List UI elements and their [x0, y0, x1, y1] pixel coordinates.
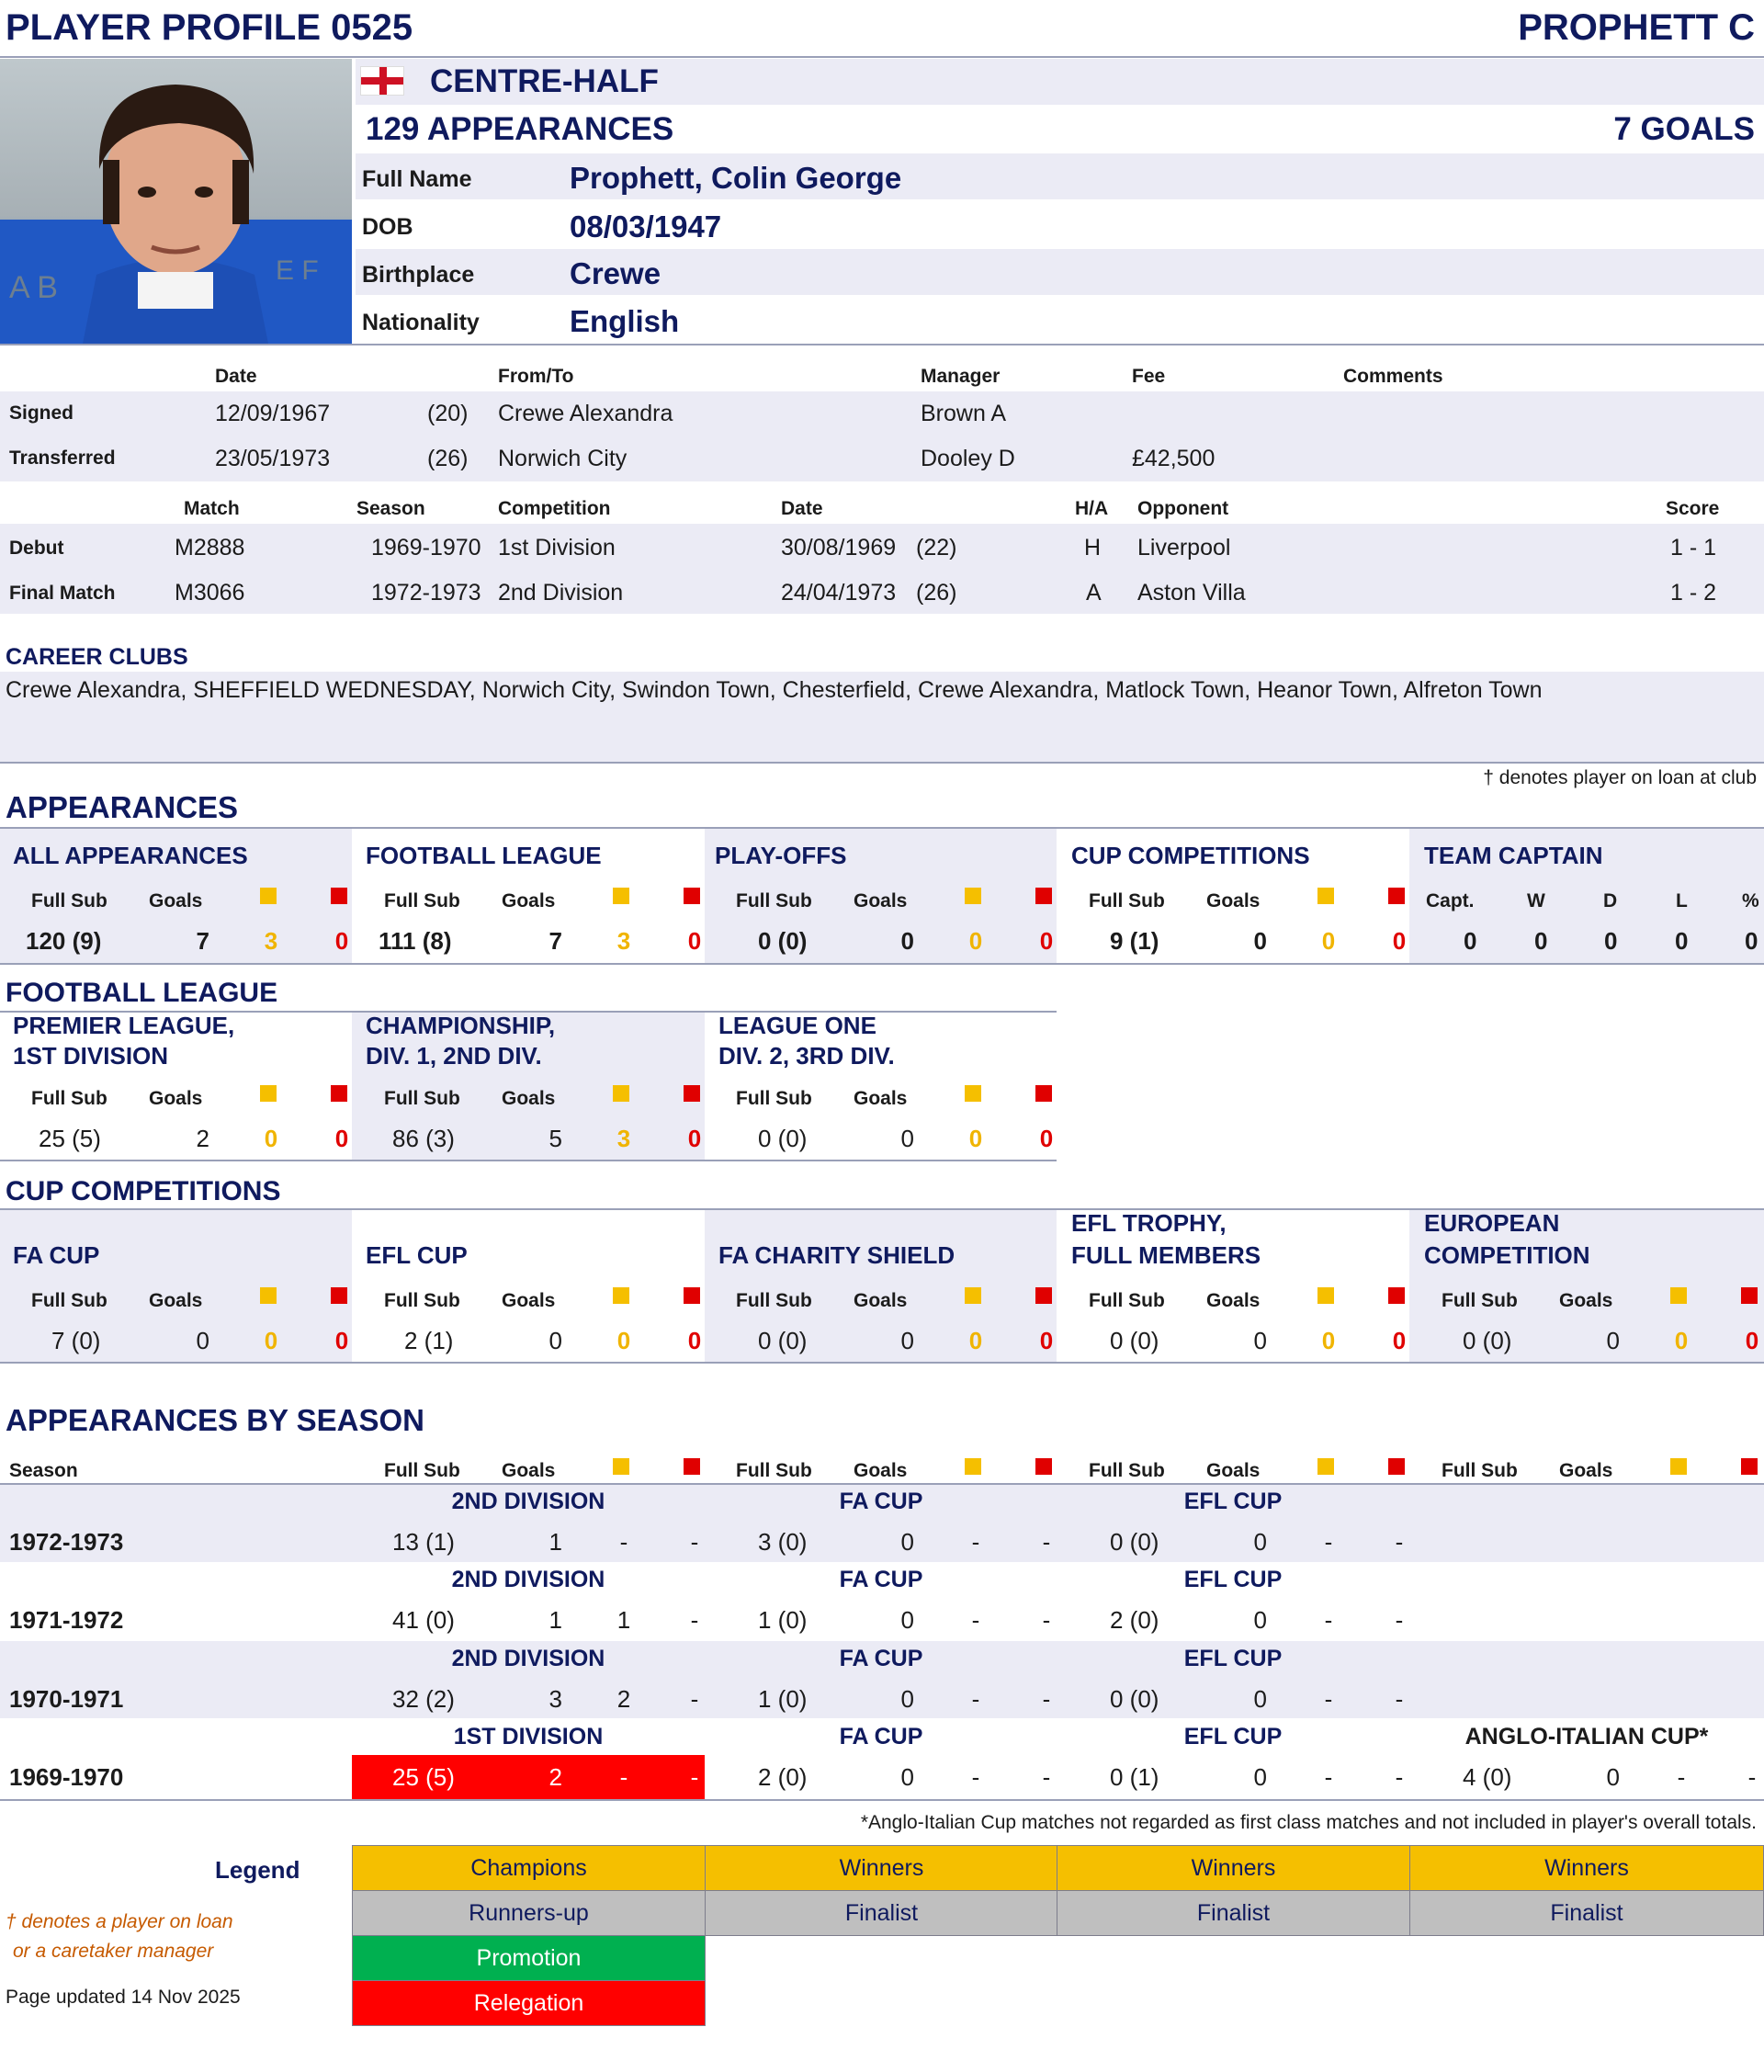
season-apps: 0 (0)	[1110, 1528, 1159, 1556]
pl-title-2: 1ST DIVISION	[13, 1042, 169, 1070]
season-apps: 1 (0)	[758, 1606, 808, 1634]
capt-pct: 0	[1745, 927, 1758, 955]
final-competition: 2nd Division	[498, 580, 624, 606]
label-full-sub: Full Sub	[384, 890, 460, 911]
fl-red: 0	[687, 927, 702, 955]
champ-title-2: DIV. 1, 2ND DIV.	[366, 1042, 542, 1070]
season-goals: 2	[548, 1763, 562, 1791]
season-comp-name: 1ST DIVISION	[453, 1724, 604, 1749]
player-photo	[0, 59, 352, 344]
label-full-sub: Full Sub	[31, 1290, 107, 1311]
yellow-card-icon	[1317, 1458, 1334, 1475]
efl-cup-goals: 0	[548, 1327, 562, 1354]
po-red: 0	[1039, 927, 1054, 955]
season-goals: 0	[900, 1763, 914, 1791]
col-manager: Manager	[921, 366, 1001, 387]
debut-date: 30/08/1969	[781, 535, 897, 560]
final-age: (26)	[916, 580, 957, 606]
pl-yellow: 0	[264, 1125, 278, 1152]
yellow-card-icon	[965, 888, 981, 904]
col-competition: Competition	[498, 498, 611, 519]
season-comp-name: 2ND DIVISION	[451, 1646, 605, 1671]
play-offs-title: PLAY-OFFS	[715, 842, 847, 869]
anglo-italian-footnote: *Anglo-Italian Cup matches not regarded as first class matches and not included in player's overall totals.	[860, 1812, 1757, 1833]
col-ha: H/A	[1075, 498, 1109, 519]
legend-champions: Champions	[352, 1845, 706, 1891]
svg-text:E F: E F	[276, 255, 319, 286]
by-season-title: APPEARANCES BY SEASON	[6, 1403, 424, 1437]
transferred-label: Transferred	[9, 447, 116, 469]
label-goals: Goals	[854, 1088, 908, 1109]
legend-title: Legend	[215, 1856, 300, 1884]
season-red: -	[1042, 1528, 1051, 1556]
all-apps: 120 (9)	[26, 927, 102, 955]
champ-apps: 86 (3)	[392, 1125, 455, 1152]
debut-opponent: Liverpool	[1137, 535, 1231, 560]
final-ha: A	[1086, 580, 1102, 606]
yellow-card-icon	[965, 1458, 981, 1475]
col-fee: Fee	[1132, 366, 1166, 387]
full-name-label: Full Name	[362, 166, 472, 192]
season-red: -	[1395, 1763, 1404, 1791]
season-goals: 0	[900, 1528, 914, 1556]
pl-goals: 2	[196, 1125, 209, 1152]
label-goals: Goals	[1206, 890, 1261, 911]
debut-label: Debut	[9, 538, 64, 559]
efl-cup-title: EFL CUP	[366, 1241, 468, 1269]
shield-apps: 0 (0)	[758, 1327, 808, 1354]
season-label: 1972-1973	[9, 1528, 124, 1556]
season-yellow: -	[1324, 1685, 1333, 1713]
l1-goals: 0	[900, 1125, 914, 1152]
season-red: -	[1395, 1528, 1404, 1556]
red-card-icon	[684, 1085, 700, 1102]
season-goals: 0	[900, 1685, 914, 1713]
season-label: 1969-1970	[9, 1763, 124, 1791]
legend-promotion: Promotion	[352, 1935, 706, 1981]
final-season: 1972-1973	[371, 580, 481, 606]
legend-winners: Winners	[1409, 1845, 1764, 1891]
shield-goals: 0	[900, 1327, 914, 1354]
l1-yellow: 0	[968, 1125, 983, 1152]
dob-value: 08/03/1947	[570, 209, 722, 243]
season-apps: 25 (5)	[392, 1763, 455, 1791]
red-card-icon	[1388, 1287, 1405, 1304]
trophy-apps: 0 (0)	[1110, 1327, 1159, 1354]
season-apps: 2 (0)	[1110, 1606, 1159, 1634]
label-d: D	[1603, 890, 1618, 911]
fl-apps: 111 (8)	[379, 927, 452, 955]
season-goals: 1	[548, 1606, 562, 1634]
label-full-sub: Full Sub	[1089, 1460, 1165, 1481]
yellow-card-icon	[1317, 888, 1334, 904]
l1-title-2: DIV. 2, 3RD DIV.	[718, 1042, 895, 1070]
all-appearances-title: ALL APPEARANCES	[13, 842, 248, 869]
season-goals: 0	[1253, 1528, 1267, 1556]
legend-loan-note-1: † denotes a player on loan	[6, 1911, 233, 1932]
season-goals: 3	[548, 1685, 562, 1713]
red-card-icon	[1388, 1458, 1405, 1475]
season-comp-name: 2ND DIVISION	[451, 1567, 605, 1592]
label-full-sub: Full Sub	[736, 1088, 812, 1109]
po-apps: 0 (0)	[758, 927, 808, 955]
champ-goals: 5	[548, 1125, 562, 1152]
career-clubs-title: CAREER CLUBS	[6, 644, 188, 670]
signed-age: (20)	[427, 401, 469, 426]
season-comp-name: FA CUP	[839, 1646, 923, 1671]
season-yellow: 2	[616, 1685, 631, 1713]
loan-note: † denotes player on loan at club	[1483, 767, 1757, 788]
season-goals: 0	[1253, 1606, 1267, 1634]
season-yellow: -	[1324, 1528, 1333, 1556]
season-yellow: -	[971, 1528, 980, 1556]
legend-winners: Winners	[705, 1845, 1058, 1891]
red-card-icon	[331, 1085, 347, 1102]
career-clubs-list: Crewe Alexandra, SHEFFIELD WEDNESDAY, Norwich City, Swindon Town, Chesterfield, Crewe Alexandra, Matlock Town, Heanor Town, Alfreton Town	[6, 677, 1543, 703]
champ-title-1: CHAMPIONSHIP,	[366, 1012, 556, 1039]
red-card-icon	[1741, 1287, 1758, 1304]
final-score: 1 - 2	[1670, 580, 1717, 606]
efl-trophy-title-1: EFL TROPHY,	[1071, 1209, 1227, 1237]
col-match: Match	[184, 498, 240, 519]
label-goals: Goals	[502, 1460, 556, 1481]
red-card-icon	[1035, 1085, 1052, 1102]
efl-trophy-title-2: FULL MEMBERS	[1071, 1241, 1261, 1269]
season-apps: 3 (0)	[758, 1528, 808, 1556]
label-goals: Goals	[854, 890, 908, 911]
page-title: PLAYER PROFILE 0525	[6, 7, 413, 48]
cup-apps: 9 (1)	[1110, 927, 1159, 955]
label-goals: Goals	[854, 1290, 908, 1311]
season-yellow: -	[619, 1763, 628, 1791]
season-red: -	[690, 1763, 699, 1791]
legend-finalist: Finalist	[1409, 1890, 1764, 1936]
appearances-title: APPEARANCES	[6, 790, 239, 824]
season-yellow: -	[971, 1685, 980, 1713]
transfer-fee: £42,500	[1132, 446, 1216, 471]
efl-cup-red: 0	[687, 1327, 702, 1354]
svg-text:A B: A B	[9, 270, 58, 305]
season-comp-name: EFL CUP	[1183, 1567, 1283, 1592]
season-red: -	[1395, 1606, 1404, 1634]
all-yellow: 3	[264, 927, 278, 955]
cup-yellow: 0	[1321, 927, 1336, 955]
label-goals: Goals	[1559, 1290, 1613, 1311]
label-pct: %	[1742, 890, 1759, 911]
season-red: -	[690, 1685, 699, 1713]
fa-cup-goals: 0	[196, 1327, 209, 1354]
final-match: M3066	[175, 580, 245, 606]
l1-red: 0	[1039, 1125, 1054, 1152]
season-yellow: -	[619, 1528, 628, 1556]
season-apps: 41 (0)	[392, 1606, 455, 1634]
signed-date: 12/09/1967	[215, 401, 331, 426]
season-red: -	[690, 1606, 699, 1634]
legend-relegation: Relegation	[352, 1980, 706, 2026]
shield-red: 0	[1039, 1327, 1054, 1354]
champ-red: 0	[687, 1125, 702, 1152]
label-goals: Goals	[1206, 1460, 1261, 1481]
label-goals: Goals	[502, 1088, 556, 1109]
col-opponent: Opponent	[1137, 498, 1229, 519]
season-yellow: -	[971, 1763, 980, 1791]
season-goals: 0	[1253, 1763, 1267, 1791]
season-comp-name: EFL CUP	[1183, 1646, 1283, 1671]
total-appearances: 129 APPEARANCES	[366, 111, 674, 147]
nationality-label: Nationality	[362, 310, 480, 335]
european-title-2: COMPETITION	[1424, 1241, 1590, 1269]
birthplace-value: Crewe	[570, 256, 662, 290]
season-comp-name: EFL CUP	[1183, 1724, 1283, 1749]
capt-w: 0	[1534, 927, 1548, 955]
season-apps: 0 (1)	[1110, 1763, 1159, 1791]
football-league-title: FOOTBALL LEAGUE	[6, 978, 278, 1008]
position: CENTRE-HALF	[430, 63, 659, 99]
total-goals: 7 GOALS	[1613, 111, 1755, 147]
season-red: -	[1395, 1685, 1404, 1713]
page-updated: Page updated 14 Nov 2025	[6, 1987, 241, 2008]
red-card-icon	[1741, 1458, 1758, 1475]
po-yellow: 0	[968, 927, 983, 955]
signed-club: Crewe Alexandra	[498, 401, 673, 426]
label-goals: Goals	[149, 1290, 203, 1311]
label-full-sub: Full Sub	[1442, 1290, 1518, 1311]
transferred-age: (26)	[427, 446, 469, 471]
label-goals: Goals	[149, 1088, 203, 1109]
red-card-icon	[684, 1287, 700, 1304]
dob-label: DOB	[362, 214, 413, 240]
debut-age: (22)	[916, 535, 957, 560]
fl-yellow: 3	[616, 927, 631, 955]
efl-cup-apps: 2 (1)	[404, 1327, 454, 1354]
euro-apps: 0 (0)	[1463, 1327, 1512, 1354]
debut-season: 1969-1970	[371, 535, 481, 560]
capt-value: 0	[1464, 927, 1477, 955]
season-comp-name: EFL CUP	[1183, 1489, 1283, 1514]
col-from-to: From/To	[498, 366, 574, 387]
cup-competitions-title: CUP COMPETITIONS	[6, 1176, 281, 1206]
label-full-sub: Full Sub	[1089, 1290, 1165, 1311]
col-season: Season	[356, 498, 425, 519]
final-date: 24/04/1973	[781, 580, 897, 606]
yellow-card-icon	[965, 1287, 981, 1304]
yellow-card-icon	[613, 1458, 629, 1475]
label-l: L	[1676, 890, 1688, 911]
yellow-card-icon	[1670, 1458, 1687, 1475]
debut-ha: H	[1084, 535, 1102, 560]
trophy-red: 0	[1392, 1327, 1407, 1354]
legend-loan-note-2: or a caretaker manager	[13, 1941, 214, 1962]
red-card-icon	[1035, 888, 1052, 904]
final-opponent: Aston Villa	[1137, 580, 1246, 606]
season-goals: 0	[1253, 1685, 1267, 1713]
season-comp-name: 2ND DIVISION	[451, 1489, 605, 1514]
season-apps: 4 (0)	[1463, 1763, 1512, 1791]
yellow-card-icon	[1670, 1287, 1687, 1304]
season-comp-name: FA CUP	[839, 1567, 923, 1592]
pl-apps: 25 (5)	[39, 1125, 101, 1152]
all-red: 0	[334, 927, 349, 955]
label-goals: Goals	[149, 890, 203, 911]
label-full-sub: Full Sub	[736, 890, 812, 911]
label-full-sub: Full Sub	[384, 1290, 460, 1311]
capt-d: 0	[1604, 927, 1618, 955]
champ-yellow: 3	[616, 1125, 631, 1152]
l1-apps: 0 (0)	[758, 1125, 808, 1152]
yellow-card-icon	[260, 1287, 277, 1304]
season-yellow: -	[1324, 1606, 1333, 1634]
label-capt: Capt.	[1426, 890, 1475, 911]
all-goals: 7	[196, 927, 209, 955]
col-score: Score	[1666, 498, 1720, 519]
debut-match: M2888	[175, 535, 245, 560]
season-red: -	[1747, 1763, 1757, 1791]
transferred-manager: Dooley D	[921, 446, 1015, 471]
season-comp-name: ANGLO-ITALIAN CUP*	[1464, 1724, 1709, 1749]
label-full-sub: Full Sub	[31, 890, 107, 911]
yellow-card-icon	[613, 888, 629, 904]
label-full-sub: Full Sub	[31, 1088, 107, 1109]
po-goals: 0	[900, 927, 914, 955]
red-card-icon	[1388, 888, 1405, 904]
season-apps: 1 (0)	[758, 1685, 808, 1713]
label-goals: Goals	[1206, 1290, 1261, 1311]
season-comp-name: FA CUP	[839, 1724, 923, 1749]
charity-shield-title: FA CHARITY SHIELD	[718, 1241, 956, 1269]
label-goals: Goals	[502, 890, 556, 911]
season-goals: 1	[548, 1528, 562, 1556]
transferred-date: 23/05/1973	[215, 446, 331, 471]
col-date: Date	[215, 366, 257, 387]
fl-goals: 7	[548, 927, 562, 955]
trophy-goals: 0	[1253, 1327, 1267, 1354]
label-goals: Goals	[502, 1290, 556, 1311]
cup-goals: 0	[1253, 927, 1267, 955]
legend-finalist: Finalist	[705, 1890, 1058, 1936]
pl-title-1: PREMIER LEAGUE,	[13, 1012, 235, 1039]
euro-yellow: 0	[1674, 1327, 1689, 1354]
season-yellow: -	[1677, 1763, 1686, 1791]
label-goals: Goals	[854, 1460, 908, 1481]
season-apps: 2 (0)	[758, 1763, 808, 1791]
red-card-icon	[684, 1458, 700, 1475]
fa-cup-yellow: 0	[264, 1327, 278, 1354]
yellow-card-icon	[260, 1085, 277, 1102]
debut-competition: 1st Division	[498, 535, 616, 560]
label-goals: Goals	[1559, 1460, 1613, 1481]
signed-manager: Brown A	[921, 401, 1007, 426]
label-w: W	[1527, 890, 1545, 911]
season-red: -	[1042, 1606, 1051, 1634]
season-apps: 0 (0)	[1110, 1685, 1159, 1713]
label-full-sub: Full Sub	[736, 1290, 812, 1311]
signed-label: Signed	[9, 402, 74, 424]
cup-competitions-block-title: CUP COMPETITIONS	[1071, 842, 1310, 869]
european-title-1: EUROPEAN	[1424, 1209, 1560, 1237]
legend-runners-up: Runners-up	[352, 1890, 706, 1936]
team-captain-title: TEAM CAPTAIN	[1424, 842, 1603, 869]
final-match-label: Final Match	[9, 583, 116, 604]
label-full-sub: Full Sub	[384, 1460, 460, 1481]
season-yellow: -	[971, 1606, 980, 1634]
yellow-card-icon	[965, 1085, 981, 1102]
season-red: -	[1042, 1763, 1051, 1791]
legend-finalist: Finalist	[1057, 1890, 1410, 1936]
label-season: Season	[9, 1460, 78, 1481]
euro-goals: 0	[1606, 1327, 1620, 1354]
red-card-icon	[1035, 1287, 1052, 1304]
cup-red: 0	[1392, 927, 1407, 955]
euro-red: 0	[1745, 1327, 1759, 1354]
yellow-card-icon	[260, 888, 277, 904]
season-yellow: 1	[616, 1606, 631, 1634]
season-apps: 13 (1)	[392, 1528, 455, 1556]
full-name-value: Prophett, Colin George	[570, 161, 902, 195]
england-flag-icon	[360, 66, 404, 96]
season-apps: 32 (2)	[392, 1685, 455, 1713]
fa-cup-apps: 7 (0)	[51, 1327, 101, 1354]
trophy-yellow: 0	[1321, 1327, 1336, 1354]
red-card-icon	[1035, 1458, 1052, 1475]
season-goals: 0	[900, 1606, 914, 1634]
l1-title-1: LEAGUE ONE	[718, 1012, 876, 1039]
shield-yellow: 0	[968, 1327, 983, 1354]
efl-cup-yellow: 0	[616, 1327, 631, 1354]
label-full-sub: Full Sub	[1442, 1460, 1518, 1481]
capt-l: 0	[1675, 927, 1689, 955]
legend-winners: Winners	[1057, 1845, 1410, 1891]
season-red: -	[1042, 1685, 1051, 1713]
label-full-sub: Full Sub	[736, 1460, 812, 1481]
fa-cup-title: FA CUP	[13, 1241, 100, 1269]
transferred-club: Norwich City	[498, 446, 628, 471]
season-goals: 0	[1606, 1763, 1620, 1791]
col-comments: Comments	[1343, 366, 1443, 387]
yellow-card-icon	[613, 1085, 629, 1102]
season-comp-name: FA CUP	[839, 1489, 923, 1514]
fa-cup-red: 0	[334, 1327, 349, 1354]
label-full-sub: Full Sub	[384, 1088, 460, 1109]
red-card-icon	[331, 888, 347, 904]
nationality-value: English	[570, 304, 680, 338]
season-yellow: -	[1324, 1763, 1333, 1791]
label-full-sub: Full Sub	[1089, 890, 1165, 911]
player-name-header: PROPHETT C	[1518, 7, 1755, 48]
red-card-icon	[331, 1287, 347, 1304]
yellow-card-icon	[1317, 1287, 1334, 1304]
football-league-block-title: FOOTBALL LEAGUE	[366, 842, 602, 869]
yellow-card-icon	[613, 1287, 629, 1304]
season-label: 1970-1971	[9, 1685, 124, 1713]
col-match-date: Date	[781, 498, 823, 519]
pl-red: 0	[334, 1125, 349, 1152]
birthplace-label: Birthplace	[362, 262, 475, 288]
red-card-icon	[684, 888, 700, 904]
season-label: 1971-1972	[9, 1606, 124, 1634]
season-red: -	[690, 1528, 699, 1556]
debut-score: 1 - 1	[1670, 535, 1717, 560]
